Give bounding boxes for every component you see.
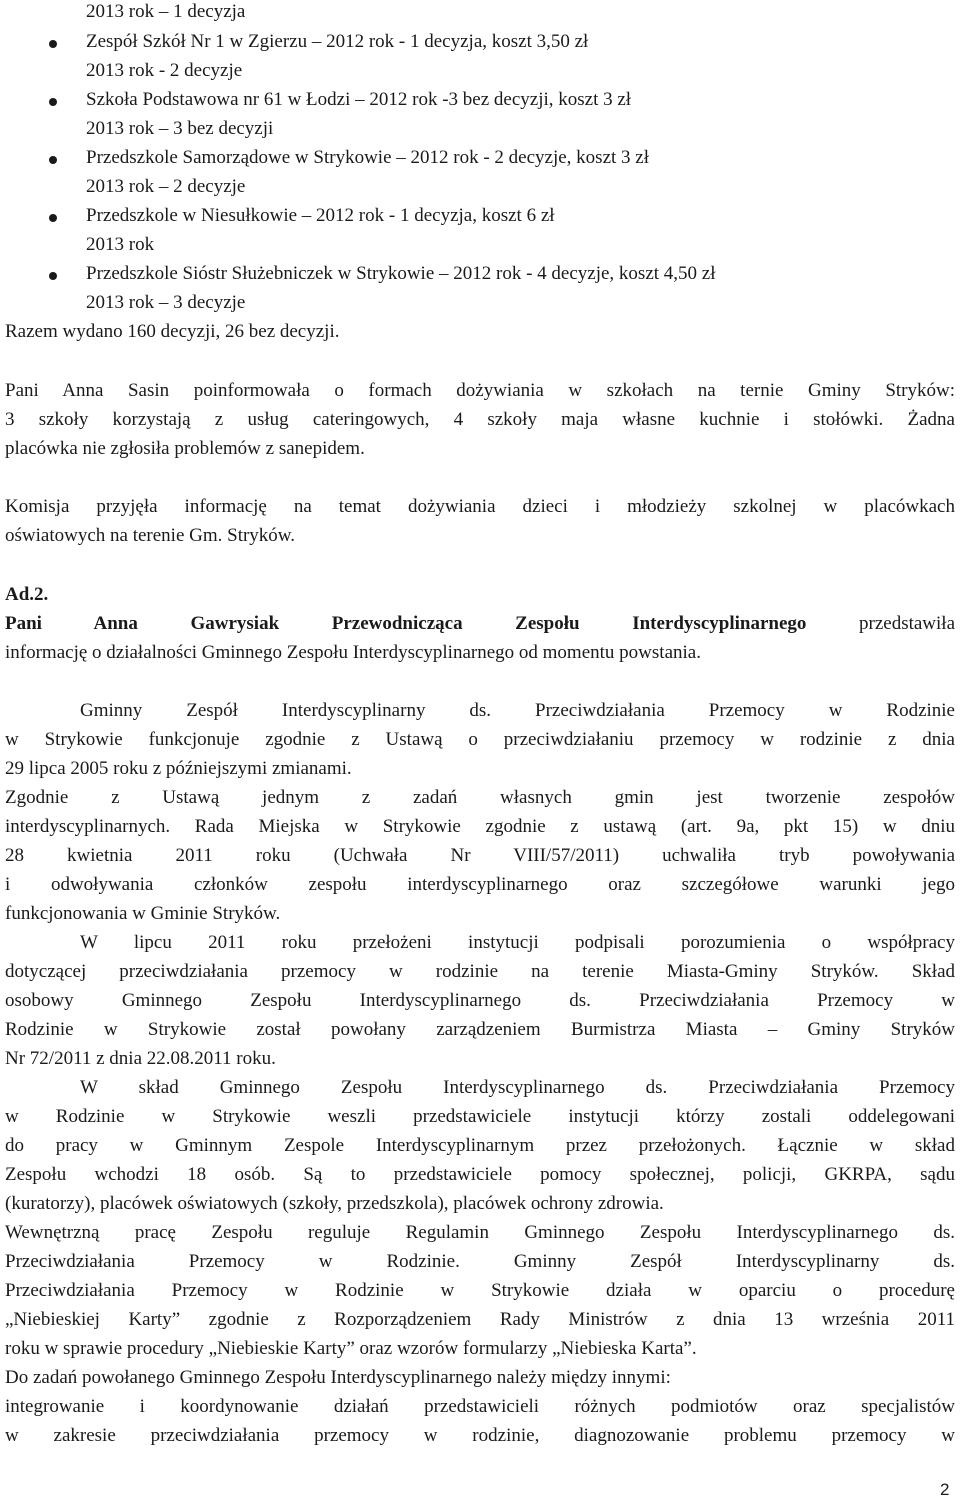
paragraph-line: Gminny Zespół Interdyscyplinarny ds. Przeciwdziałania Przemocy w Rodzinie [80,700,955,721]
paragraph-line: w Strykowie funkcjonuje zgodnie z Ustawą o przeciwdziałaniu przemocy w rodzinie z dnia [5,729,955,750]
paragraph-line: interdyscyplinarnych. Rada Miejska w Strykowie zgodnie z ustawą (art. 9a, pkt 15) w dniu [5,816,955,837]
list-item-main: Przedszkole w Niesułkowie – 2012 rok - 1 decyzja, koszt 6 zł [86,205,555,226]
paragraph-line: osobowy Gminnego Zespołu Interdyscyplinarnego ds. Przeciwdziałania Przemocy w [5,990,955,1011]
paragraph-line: Pani Anna Sasin poinformowała o formach dożywiania w szkołach na ternie Gminy Stryków: [5,380,955,401]
list-item-main: Przedszkole Samorządowe w Strykowie – 2012 rok - 2 decyzje, koszt 3 zł [86,147,649,168]
paragraph-line: Wewnętrzną pracę Zespołu reguluje Regulamin Gminnego Zespołu Interdyscyplinarnego ds. [5,1222,955,1243]
list-item-sub: 2013 rok - 2 decyzje [86,60,243,81]
bold-name: Pani Anna Gawrysiak Przewodnicząca Zespołu Interdyscyplinarnego [5,613,807,634]
bullet-icon [49,156,57,164]
paragraph-line: Przeciwdziałania Przemocy w Rodzinie w Strykowie działa w oparciu o procedurę [5,1280,955,1301]
bullet-icon [49,98,57,106]
bullet-icon [49,40,57,48]
paragraph-line: W lipcu 2011 roku przełożeni instytucji podpisali porozumienia o współpracy [80,932,955,953]
paragraph-line: informację o działalności Gminnego Zespołu Interdyscyplinarnego od momentu powstania. [5,642,701,663]
paragraph-line: do pracy w Gminnym Zespole Interdyscyplinarnym przez przełożonych. Łącznie w skład [5,1135,955,1156]
list-item-sub: 2013 rok – 2 decyzje [86,176,246,197]
paragraph-line: w Rodzinie w Strykowie weszli przedstawiciele instytucji którzy zostali oddelegowani [5,1106,955,1127]
paragraph-line: 3 szkoły korzystają z usług cateringowych, 4 szkoły maja własne kuchnie i stołówki. Żadna [5,409,955,430]
paragraph-line: Komisja przyjęła informację na temat dożywiania dzieci i młodzieży szkolnej w placówkach [5,496,955,517]
list-item-main: Przedszkole Sióstr Służebniczek w Strykowie – 2012 rok - 4 decyzje, koszt 4,50 zł [86,263,716,284]
section-heading: Ad.2. [5,584,49,605]
bullet-icon [49,272,57,280]
list-item-main: Szkoła Podstawowa nr 61 w Łodzi – 2012 rok -3 bez decyzji, koszt 3 zł [86,89,632,110]
list-item-main: Zespół Szkół Nr 1 w Zgierzu – 2012 rok - 1 decyzja, koszt 3,50 zł [86,31,589,52]
list-top-line: 2013 rok – 1 decyzja [86,1,246,22]
list-item-sub: 2013 rok – 3 decyzje [86,292,246,313]
bullet-icon [49,214,57,222]
paragraph-line: funkcjonowania w Gminie Stryków. [5,903,281,924]
paragraph-line: i odwoływania członków zespołu interdyscyplinarnego oraz szczegółowe warunki jego [5,874,955,895]
list-total: Razem wydano 160 decyzji, 26 bez decyzji. [5,321,340,342]
inline-text: przedstawiła [859,613,956,634]
paragraph-line: integrowanie i koordynowanie działań przedstawicieli różnych podmiotów oraz specjalistów [5,1396,955,1417]
paragraph-line: Rodzinie w Strykowie został powołany zarządzeniem Burmistrza Miasta – Gminy Stryków [5,1019,955,1040]
paragraph-line: dotyczącej przeciwdziałania przemocy w rodzinie na terenie Miasta-Gminy Stryków. Skład [5,961,955,982]
paragraph-line: Do zadań powołanego Gminnego Zespołu Interdyscyplinarnego należy między innymi: [5,1367,671,1388]
paragraph-line: Zespołu wchodzi 18 osób. Są to przedstawiciele pomocy społecznej, policji, GKRPA, sądu [5,1164,955,1185]
paragraph-line: oświatowych na terenie Gm. Stryków. [5,525,296,546]
paragraph-line: roku w sprawie procedury „Niebieskie Karty” oraz wzorów formularzy „Niebieska Karta”. [5,1338,697,1359]
paragraph-line: „Niebieskiej Karty” zgodnie z Rozporządzeniem Rady Ministrów z dnia 13 września 2011 [5,1309,955,1330]
paragraph-line: Zgodnie z Ustawą jednym z zadań własnych gmin jest tworzenie zespołów [5,787,955,808]
list-item-sub: 2013 rok – 3 bez decyzji [86,118,274,139]
paragraph-line: Przeciwdziałania Przemocy w Rodzinie. Gminny Zespół Interdyscyplinarny ds. [5,1251,955,1272]
paragraph-line: 29 lipca 2005 roku z późniejszymi zmianami. [5,758,352,779]
page-number: 2 [940,1480,950,1499]
list-item-sub: 2013 rok [86,234,155,255]
paragraph-line: placówka nie zgłosiła problemów z sanepidem. [5,438,365,459]
paragraph-line: w zakresie przeciwdziałania przemocy w rodzinie, diagnozowanie problemu przemocy w [5,1425,955,1446]
paragraph-line: W skład Gminnego Zespołu Interdyscyplinarnego ds. Przeciwdziałania Przemocy [80,1077,955,1098]
paragraph-line: (kuratorzy), placówek oświatowych (szkoły, przedszkola), placówek ochrony zdrowia. [5,1193,664,1214]
paragraph-line: 28 kwietnia 2011 roku (Uchwała Nr VIII/57/2011) uchwaliła tryb powoływania [5,845,955,866]
paragraph-line: Nr 72/2011 z dnia 22.08.2011 roku. [5,1048,276,1069]
paragraph-line [5,612,955,636]
